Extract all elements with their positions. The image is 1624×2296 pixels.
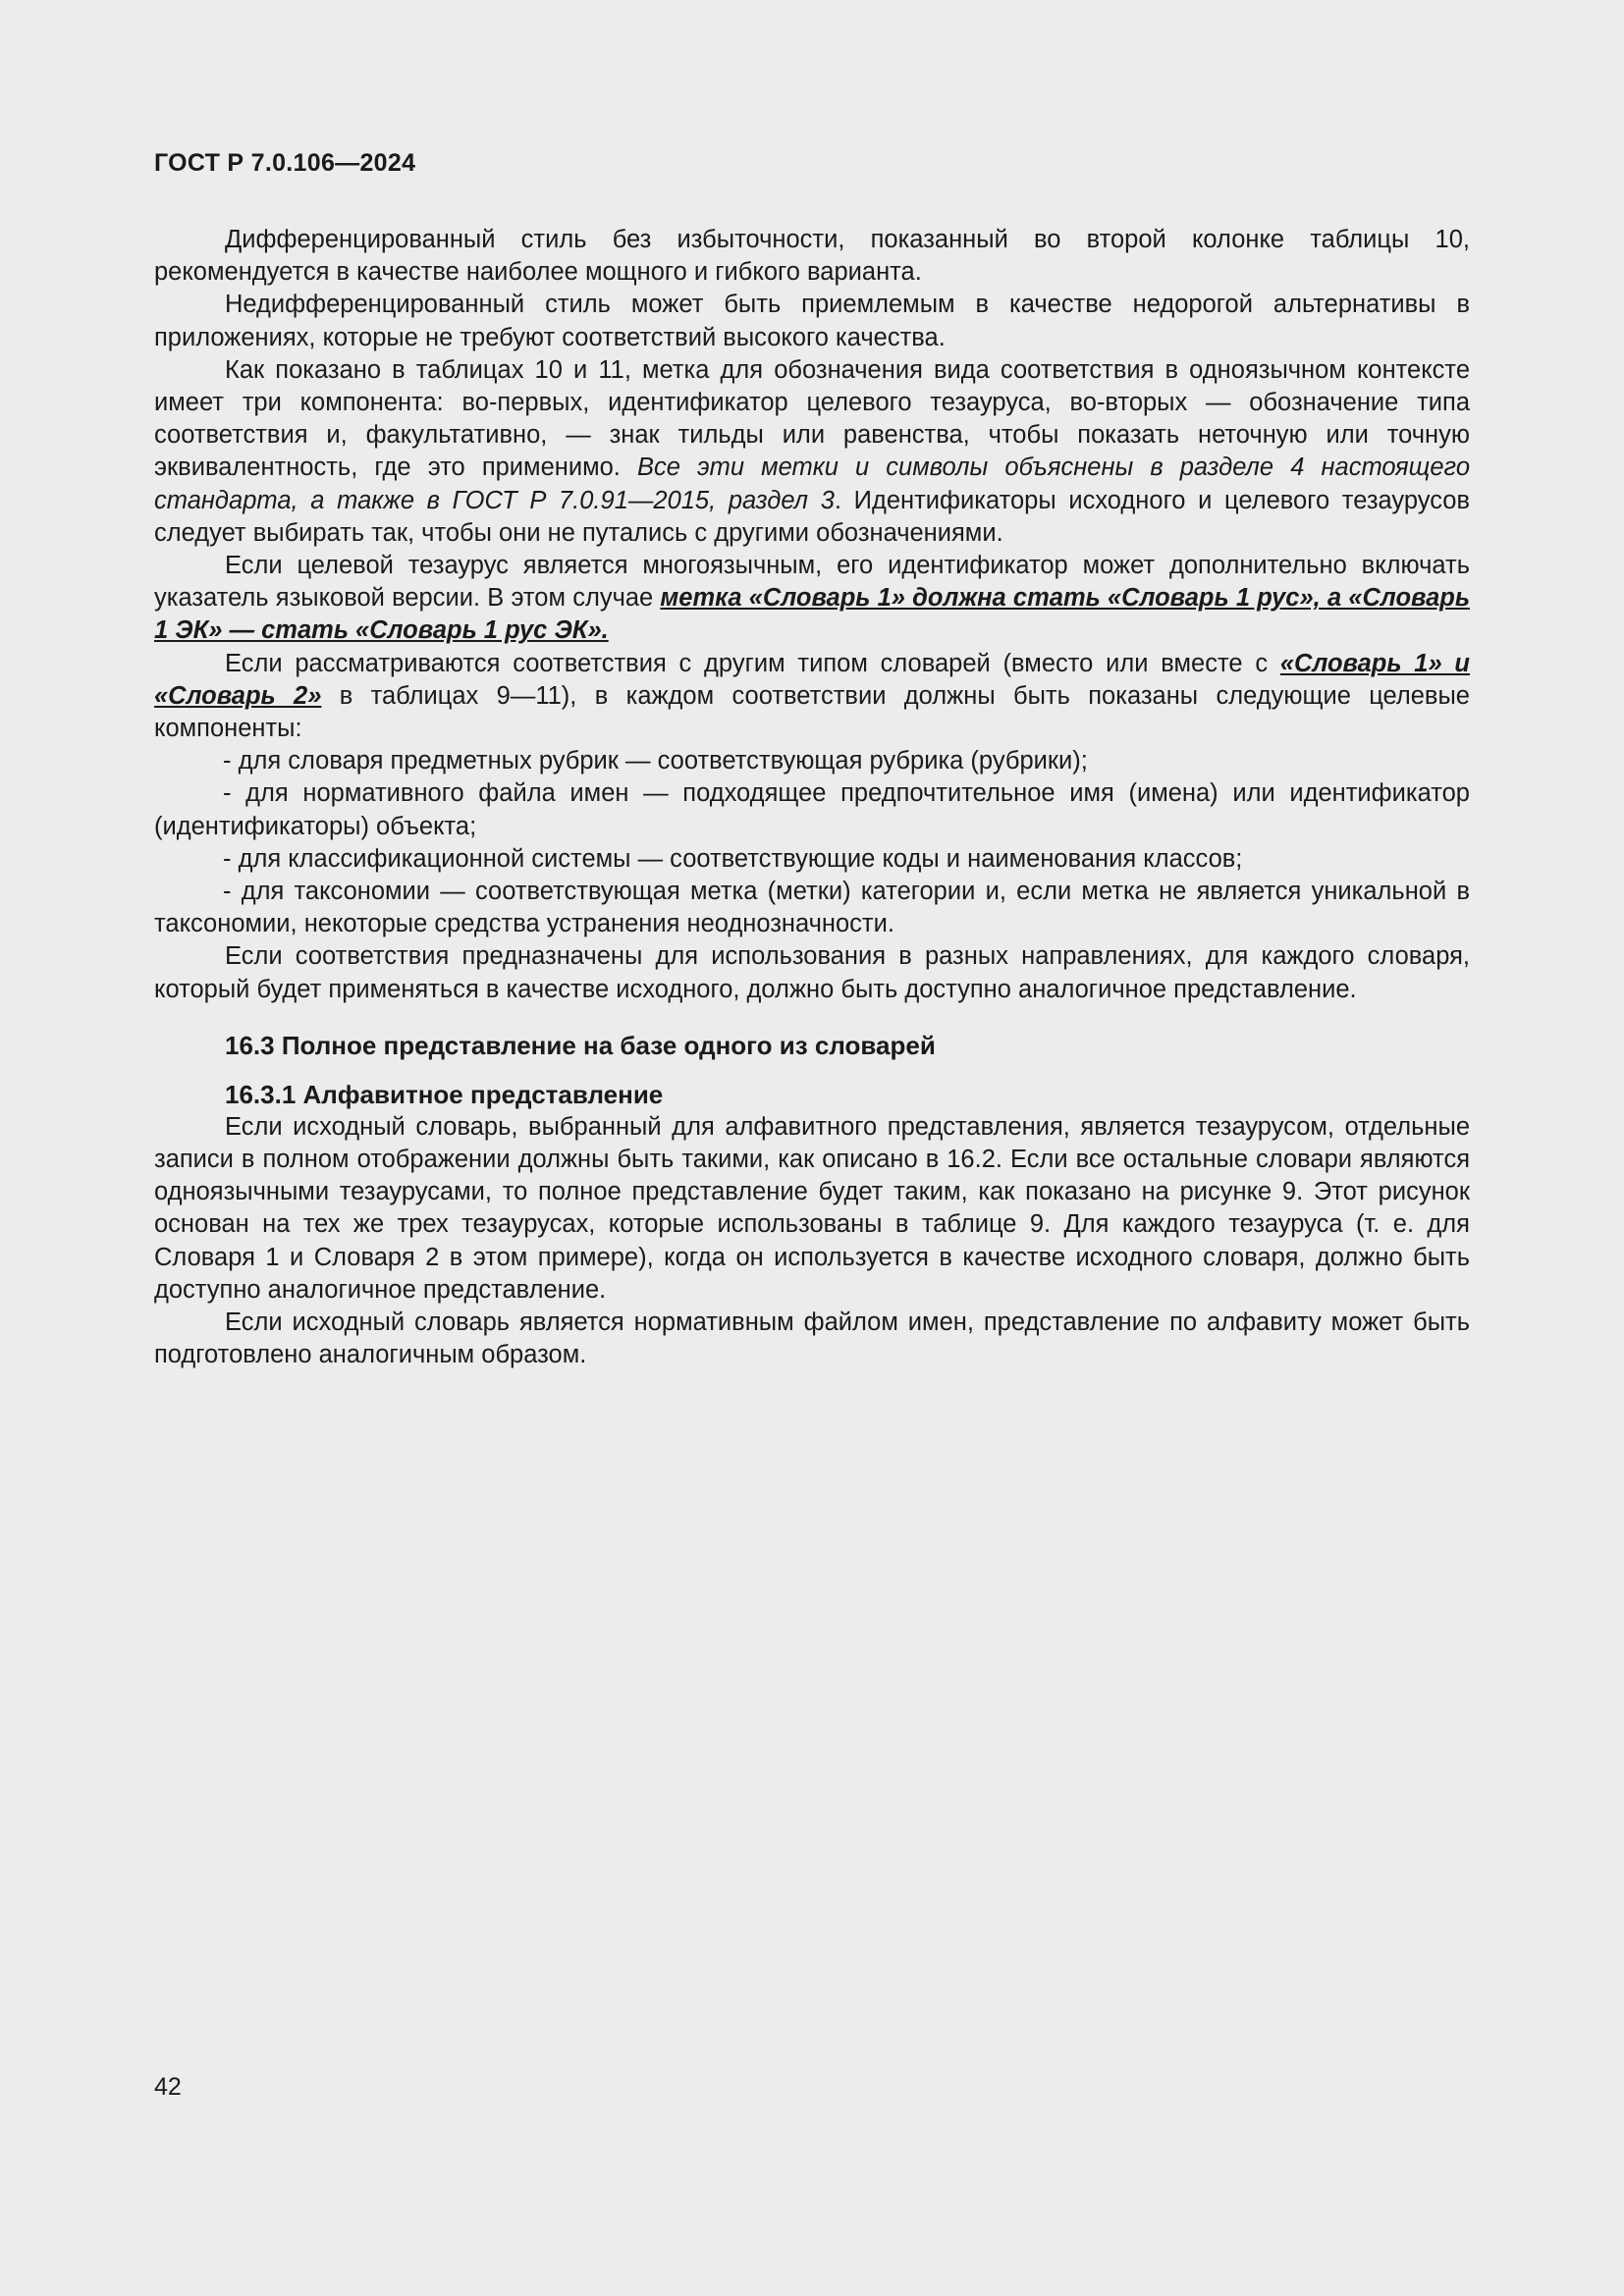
paragraph-text: . Идентификаторы исходного и целевого тезаурусов следует выбирать так, чтобы они не путались с другими обозначениями.: [154, 486, 1470, 547]
paragraph: Недифференцированный стиль может быть приемлемым в качестве недорогой альтернативы в приложениях, которые не требуют соответствий высокого качества.: [154, 291, 1470, 351]
paragraph: [154, 648, 1470, 746]
list-item: - для таксономии — соответствующая метка (метки) категории и, если метка не является уникальной в таксономии, некоторые средства устранения неоднозначности.: [154, 878, 1470, 938]
paragraph: Если соответствия предназначены для использования в разных направлениях, для каждого словаря, который будет применяться в качестве исходного, должно быть доступно аналогичное представление.: [154, 942, 1470, 1003]
paragraph: Если исходный словарь является нормативным файлом имен, представление по алфавиту может быть подготовлено аналогичным образом.: [154, 1308, 1470, 1369]
emphasized-reference: метка «Словарь 1» должна стать «Словарь 1 рус», а «Словарь 1 ЭК» — стать «Словарь 1 рус ЭК».: [154, 584, 1470, 645]
list-item: - для классификационной системы — соответствующие коды и наименования классов;: [223, 844, 1243, 873]
italic-note: Все эти метки и символы объяснены в разделе 4 настоящего стандарта, а также в ГОСТ Р 7.0.91—2015, раздел 3: [154, 454, 1470, 514]
section-heading: 16.3 Полное представление на базе одного из словарей: [225, 1030, 936, 1060]
document-body: [154, 224, 1470, 1372]
paragraph-text: в таблицах 9—11), в каждом соответствии должны быть показаны следующие целевые компоненты:: [154, 681, 1470, 743]
emphasized-reference: «Словарь 1» и «Словарь 2»: [154, 649, 1470, 710]
list-item: - для нормативного файла имен — подходящее предпочтительное имя (имена) или идентификатор (идентификаторы) объекта;: [154, 779, 1470, 840]
paragraph: [154, 550, 1470, 648]
paragraph: [154, 354, 1470, 550]
list-item: - для словаря предметных рубрик — соответствующая рубрика (рубрики);: [223, 747, 1088, 775]
paragraph-text: Если рассматриваются соответствия с другим типом словарей (вместо или вместе с: [225, 649, 1280, 677]
paragraph: Если исходный словарь, выбранный для алфавитного представления, является тезаурусом, отдельные записи в полном отображении должны быть такими, как описано в 16.2. Если все остальные словари являются одноязычными тезаурусами, то полное представление будет таким, как показано на рисунке 9. Этот рисунок основан на тех же трех тезаурусах, которые использованы в таблице 9. Для каждого тезауруса (т. е. для Словаря 1 и Словаря 2 в этом примере), когда он используется в качестве исходного словаря, должно быть доступно аналогичное представление.: [154, 1112, 1470, 1304]
subsection-heading: 16.3.1 Алфавитное представление: [225, 1079, 664, 1109]
document-header: ГОСТ Р 7.0.106—2024: [154, 149, 416, 177]
paragraph-text: Если целевой тезаурус является многоязычным, его идентификатор может дополнительно включать указатель языковой версии. В этом случае: [154, 552, 1470, 613]
page-number: 42: [154, 2073, 182, 2101]
paragraph-text: Как показано в таблицах 10 и 11, метка для обозначения вида соответствия в одноязычном контексте имеет три компонента: во-первых, идентификатор целевого тезауруса, во-вторых — обозначение типа соответствия и, факультативно, — знак тильды или равенства, чтобы показать неточную или точную эквивалентность, где это применимо.: [154, 355, 1470, 482]
paragraph: Дифференцированный стиль без избыточности, показанный во второй колонке таблицы 10, рекомендуется в качестве наиболее мощного и гибкого варианта.: [154, 226, 1470, 287]
